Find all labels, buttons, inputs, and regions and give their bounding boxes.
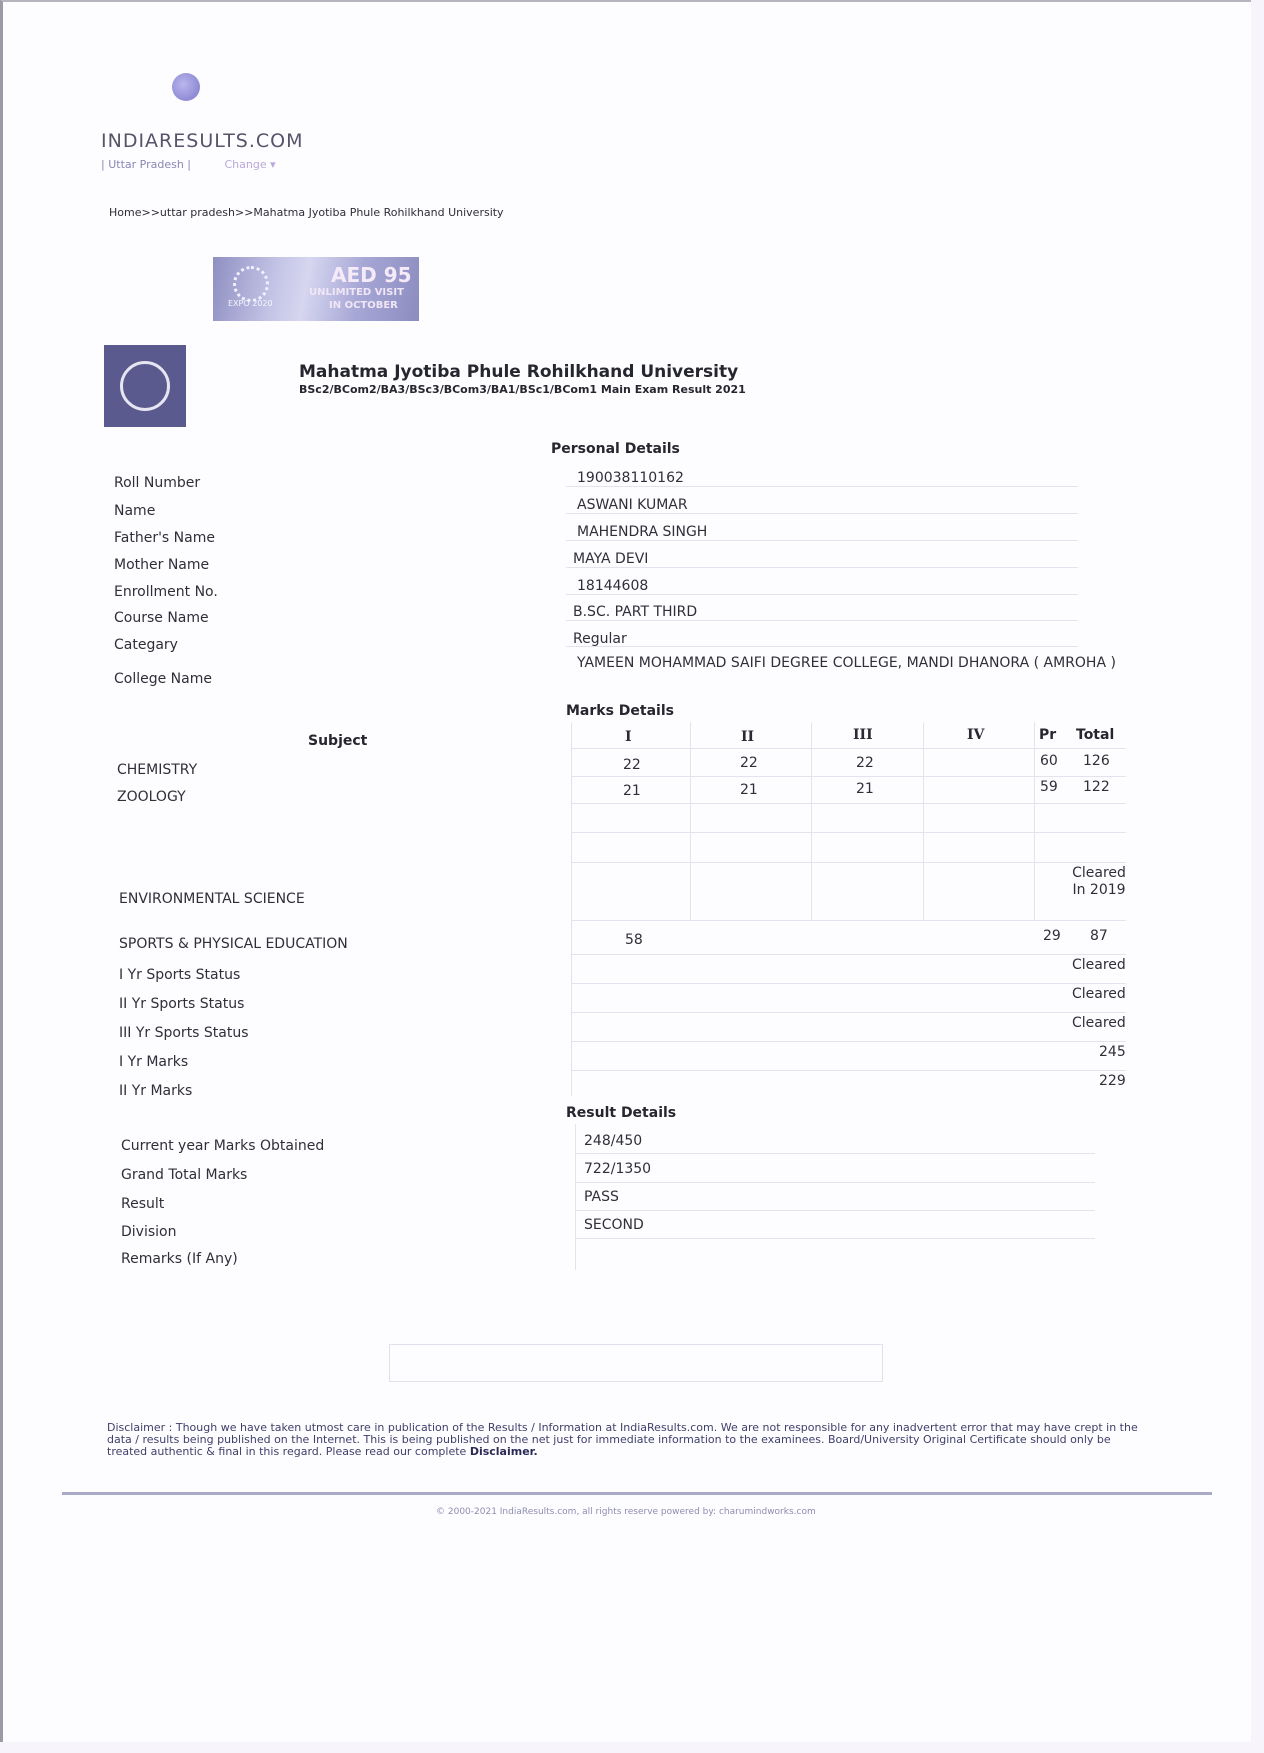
row-divider (571, 776, 1126, 777)
yr2-sports-value: Cleared (1072, 986, 1126, 1002)
row-divider (566, 567, 1078, 568)
ad-banner[interactable] (213, 257, 419, 321)
site-logo-text[interactable]: INDIARESULTS.COM (101, 130, 304, 152)
mark-iii: 22 (856, 755, 874, 771)
breadcrumb[interactable]: Home>>uttar pradesh>>Mahatma Jyotiba Phule Rohilkhand University (109, 206, 504, 219)
env-science-label: ENVIRONMENTAL SCIENCE (119, 891, 305, 907)
university-emblem-icon (104, 345, 186, 427)
row-divider (566, 513, 1078, 514)
mark-iii: 21 (856, 781, 874, 797)
yr1-marks-value: 245 (1099, 1044, 1126, 1060)
col-divider (811, 722, 812, 920)
yr1-sports-label: I Yr Sports Status (119, 967, 241, 983)
row-divider (566, 594, 1078, 595)
course-name-label: Course Name (114, 610, 209, 626)
roll-number-value: 190038110162 (577, 470, 684, 486)
row-divider (571, 1041, 1126, 1042)
yr1-marks-label: I Yr Marks (119, 1054, 189, 1070)
mother-name-label: Mother Name (114, 557, 210, 573)
expo-logo-icon (233, 266, 269, 302)
enrollment-label: Enrollment No. (114, 584, 218, 600)
row-divider (566, 540, 1078, 541)
disclaimer (107, 1422, 1147, 1458)
grand-total-value: 722/1350 (584, 1161, 652, 1177)
disclaimer-link[interactable]: Disclaimer. (469, 1445, 538, 1458)
banner-line-2: UNLIMITED VISIT (309, 287, 404, 298)
row-divider (571, 920, 1126, 921)
result-value: PASS (584, 1189, 619, 1205)
mark-pr: 59 (1040, 779, 1058, 795)
result-details-heading: Result Details (566, 1105, 677, 1121)
col-header-iv: IV (967, 727, 985, 743)
sports-mark-total: 87 (1090, 928, 1108, 944)
mark-i: 21 (623, 783, 641, 799)
enrollment-value: 18144608 (577, 578, 649, 594)
copyright: © 2000-2021 IndiaResults.com, all rights reserve powered by: charumindworks.com (436, 1507, 816, 1517)
col-divider (690, 722, 691, 920)
course-name-value: B.SC. PART THIRD (573, 604, 698, 620)
site-logo-icon[interactable] (172, 73, 200, 101)
subject-name: CHEMISTRY (117, 762, 198, 778)
row-divider (571, 1070, 1126, 1071)
grand-total-label: Grand Total Marks (121, 1167, 248, 1183)
mark-ii: 22 (740, 755, 758, 771)
row-divider (566, 646, 1078, 647)
exam-subtitle: BSc2/BCom2/BA3/BSc3/BCom3/BA1/BSc1/BCom1 Main Exam Result 2021 (299, 383, 746, 396)
mark-total: 126 (1083, 753, 1110, 769)
fathers-name-value: MAHENDRA SINGH (577, 524, 708, 540)
empty-input-box[interactable] (389, 1344, 883, 1382)
personal-details-heading: Personal Details (551, 441, 680, 457)
row-divider (571, 983, 1126, 984)
state-label: | Uttar Pradesh | (101, 158, 191, 171)
row-divider (566, 486, 1078, 487)
disclaimer-text: Disclaimer : Though we have taken utmost care in publication of the Results / Information at IndiaResults.com. We are not responsible for any inadvertent error that may have crept in the data / results being published on the Internet. This is being published on the net just for immediate information to the examinees. Board/University Original Certificate should only be treated authentic & final in this regard. Please read our complete (107, 1421, 1138, 1458)
row-divider (571, 862, 1126, 863)
university-title: Mahatma Jyotiba Phule Rohilkhand University (299, 362, 739, 382)
sports-mark-pr: 29 (1043, 928, 1061, 944)
row-divider (571, 954, 1126, 955)
row-divider (571, 1012, 1126, 1013)
sports-label: SPORTS & PHYSICAL EDUCATION (119, 936, 348, 952)
mother-name-value: MAYA DEVI (573, 551, 649, 567)
fathers-name-label: Father's Name (114, 530, 215, 546)
mark-i: 22 (623, 757, 641, 773)
remarks-label: Remarks (If Any) (121, 1251, 238, 1267)
row-divider (571, 832, 1126, 833)
category-label: Categary (114, 637, 178, 653)
row-divider (575, 1210, 1095, 1211)
yr2-sports-label: II Yr Sports Status (119, 996, 245, 1012)
yr3-sports-label: III Yr Sports Status (119, 1025, 249, 1041)
row-divider (571, 803, 1126, 804)
current-year-marks-label: Current year Marks Obtained (121, 1138, 325, 1154)
banner-line-3: IN OCTOBER (329, 300, 398, 311)
college-name-value: YAMEEN MOHAMMAD SAIFI DEGREE COLLEGE, MANDI DHANORA ( AMROHA ) (577, 655, 1116, 671)
name-value: ASWANI KUMAR (577, 497, 688, 513)
yr2-marks-label: II Yr Marks (119, 1083, 193, 1099)
college-name-label: College Name (114, 671, 212, 687)
yr3-sports-value: Cleared (1072, 1015, 1126, 1031)
col-header-iii: III (853, 727, 873, 743)
col-divider (1034, 722, 1035, 920)
footer-divider (62, 1492, 1212, 1495)
banner-price: AED 95 (331, 263, 412, 287)
banner-expo-text: EXPO 2020 (228, 299, 273, 308)
yr2-marks-value: 229 (1099, 1073, 1126, 1089)
row-divider (571, 748, 1126, 749)
sports-mark-i: 58 (625, 932, 643, 948)
subject-name: ZOOLOGY (117, 789, 186, 805)
col-header-i: I (625, 729, 632, 745)
row-divider (566, 620, 1078, 621)
col-header-ii: II (741, 729, 755, 745)
change-state-link[interactable]: Change ▾ (224, 158, 276, 171)
result-label: Result (121, 1196, 165, 1212)
col-divider (571, 722, 572, 1096)
roll-number-label: Roll Number (114, 475, 201, 491)
division-label: Division (121, 1224, 177, 1240)
row-divider (575, 1238, 1095, 1239)
col-header-pr: Pr (1039, 727, 1057, 743)
col-header-subject: Subject (308, 733, 368, 749)
state-selector (101, 158, 276, 171)
category-value: Regular (573, 631, 627, 647)
col-divider (575, 1124, 576, 1270)
mark-pr: 60 (1040, 753, 1058, 769)
env-science-status: Cleared In 2019 (1072, 865, 1126, 898)
col-divider (923, 722, 924, 920)
marks-details-heading: Marks Details (566, 703, 674, 719)
col-header-total: Total (1076, 727, 1115, 743)
name-label: Name (114, 503, 156, 519)
yr1-sports-value: Cleared (1072, 957, 1126, 973)
current-year-marks-value: 248/450 (584, 1133, 643, 1149)
row-divider (575, 1182, 1095, 1183)
mark-total: 122 (1083, 779, 1110, 795)
division-value: SECOND (584, 1217, 644, 1233)
row-divider (575, 1153, 1095, 1154)
mark-ii: 21 (740, 782, 758, 798)
